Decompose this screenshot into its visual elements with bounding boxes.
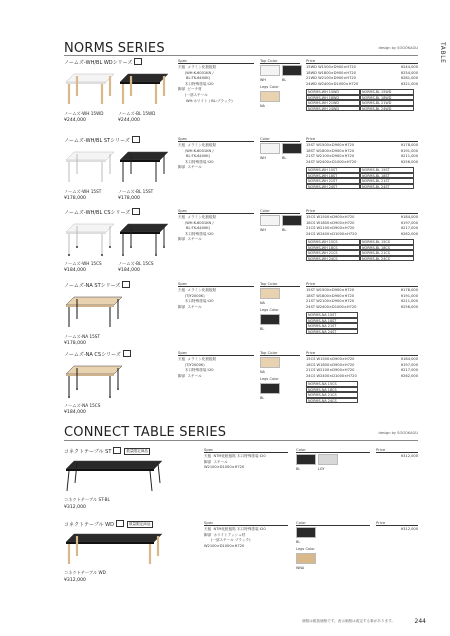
product-icon — [132, 208, 140, 215]
price-code: 24ST — [306, 159, 316, 164]
block-title-text: ノームズ-WH/BL CSシリーズ — [64, 210, 131, 216]
block-title — [64, 208, 140, 216]
price-value: ¥217,000 — [400, 368, 418, 373]
table-edge — [66, 160, 106, 162]
product-price: ¥312,000 — [64, 578, 86, 583]
price-dimensions: W1500×D900×H720 — [316, 357, 355, 361]
price-code: 21CS — [306, 368, 316, 373]
swatch-label: BL — [296, 467, 301, 471]
table-edge — [66, 542, 154, 544]
model-code-table — [306, 239, 418, 265]
page-number: 244 — [414, 618, 426, 625]
price-code: 15WD — [306, 65, 317, 69]
price-code: 24ST — [306, 304, 316, 309]
table-edge — [120, 160, 160, 162]
table-top — [66, 366, 122, 374]
price-value: ¥256,000 — [400, 159, 418, 164]
price-dimensions: W1800×D900×H720 — [318, 70, 356, 75]
color-header: Top Color — [260, 281, 300, 287]
norms-block — [64, 136, 418, 206]
table-edge — [120, 82, 160, 84]
price-code: 15CS — [306, 215, 316, 219]
price-code: 15ST — [306, 288, 316, 292]
legs-swatch-label: NA — [260, 104, 265, 108]
price-dimensions: W2400×D1000×H720 — [316, 159, 357, 164]
swatch-label: BL — [282, 228, 287, 232]
price-code: 18CS — [306, 362, 316, 367]
model-code-cell: NORMS-BL 18ST — [360, 173, 414, 179]
price-header: Price — [376, 520, 418, 526]
price-value: ¥191,000 — [400, 293, 418, 298]
price-value: ¥281,000 — [400, 76, 418, 81]
side-tab — [436, 42, 446, 82]
model-code-cell: NORMS-WH 24CS — [306, 256, 360, 262]
norms-block — [64, 58, 418, 128]
price-dimensions: W1500×D900×H720 — [316, 215, 355, 219]
price-dimensions: W2400×D1000×H720 — [316, 231, 357, 236]
color-header: Color — [260, 208, 300, 214]
price-value: ¥262,000 — [400, 373, 418, 378]
norms-series-title: NORMS SERIES — [64, 41, 165, 56]
price-header: Price — [376, 447, 418, 453]
product-illustration — [64, 66, 174, 116]
model-code-table — [306, 167, 418, 193]
norms-block — [64, 208, 418, 278]
price-dimensions: W2100×D900×H720 — [316, 299, 355, 304]
price-dimensions: W1500×D900×H720 — [316, 143, 355, 147]
swatch-label: WH — [260, 78, 266, 82]
spec-text: 天板 メラミン化粧板貼 (TJY2000K) 木口特殊塗装 t20 脚部 スチール — [178, 288, 217, 309]
model-code-cell: NORMS-BL 15ST — [360, 167, 414, 173]
price-dimensions: W2100×D900×H720 — [316, 154, 355, 159]
table-leg — [67, 471, 69, 491]
legs-color-header: Legs Color — [296, 547, 315, 551]
block-title-text: ノームズ-WH/BL WDシリーズ — [64, 60, 133, 66]
product-icon — [116, 520, 124, 527]
price-code: 18ST — [306, 148, 316, 153]
caster-wheel — [68, 254, 70, 256]
price-header: Price — [306, 136, 418, 142]
caster-wheel — [109, 246, 111, 248]
legs-color-header: Legs Color — [260, 85, 279, 89]
price-size — [306, 232, 357, 238]
color-swatch — [318, 454, 338, 465]
swatch-label: BL — [282, 78, 287, 82]
model-code-cell: NORMS-WH 15ST — [306, 167, 360, 173]
spec-header: Spec — [178, 350, 254, 356]
block-title — [64, 281, 130, 289]
spec-text: 天板 メラミン化粧板貼 (WH:K-6001KN / BL:TK-6400K) 木口特殊塗装 t20 脚部 スチール — [178, 215, 217, 242]
swatch-label: NA — [260, 301, 265, 305]
model-code-cell: NORMS-BL 24CS — [360, 256, 414, 262]
spec-text: 天板 メラミン化粧板貼 (WH:K-6001KN / BL:TK-6400K) 木口特殊塗装 t20 脚部 ビーチ材 (一部スチール WH:ホワイト / BL:ブラック) — [178, 65, 233, 103]
product-icon — [134, 58, 142, 65]
swatch-label: LGY — [318, 467, 325, 471]
product-name: ノームズ-NA 15CS — [64, 403, 101, 408]
price-dimensions: W1500×D900×H720 — [316, 288, 355, 292]
model-code-cell: NORMS-NA 21ST — [306, 323, 358, 329]
model-code-cell: NORMS-BL 21CS — [360, 250, 414, 256]
price-row — [306, 160, 418, 166]
model-code-cell: NORMS-NA 24ST — [306, 329, 358, 335]
model-code-cell: NORMS-NA 15ST — [306, 312, 358, 318]
model-code-cell: NORMS-WH 21ST — [306, 178, 360, 184]
block-title — [64, 520, 153, 528]
product-illustration — [64, 289, 174, 339]
price-value: ¥312,000 — [400, 454, 418, 458]
legs-color-header: Legs Color — [260, 377, 279, 381]
table-top — [66, 297, 122, 305]
price-header: Price — [306, 58, 418, 64]
color-header: Color — [260, 136, 300, 142]
price-size — [306, 82, 358, 88]
block-title — [64, 58, 142, 66]
price-code: 21WD — [306, 76, 317, 81]
price-list — [306, 288, 418, 310]
legs-color-swatch — [260, 383, 280, 394]
table-top — [120, 224, 168, 232]
product-illustration — [64, 144, 174, 194]
caster-wheel — [122, 254, 124, 256]
connect-design-by: design by SOGOKAGU — [378, 431, 418, 435]
product-price: ¥244,000 — [118, 118, 140, 123]
color-header: Color — [296, 520, 370, 526]
legs-color-swatch — [296, 553, 316, 564]
price-dimensions: W1800×D900×H720 — [316, 362, 355, 367]
price-dimensions: W2400×D1000×H720 — [316, 373, 357, 378]
legs-color-header: Legs Color — [260, 308, 279, 312]
price-value: ¥321,000 — [400, 81, 418, 86]
spec-header: Spec — [178, 281, 254, 287]
model-code-cell: NORMS-BL 15CS — [360, 239, 414, 245]
price-dimensions: W2400×D1000×H720 — [318, 81, 359, 86]
color-swatch — [260, 288, 280, 299]
price-value: ¥178,000 — [400, 288, 418, 292]
block-title-text: コネクトテーブル ST — [64, 449, 112, 455]
swatch-label: BL — [296, 540, 301, 544]
price-value: ¥211,000 — [400, 154, 418, 159]
model-code-cell: NORMS-NA 18ST — [306, 318, 358, 324]
table-edge — [66, 305, 114, 307]
product-price: ¥178,000 — [64, 341, 86, 346]
spec-text: 天板 メラミン化粧板貼 (TJY2000K) 木口特殊塗装 t20 脚部 スチール — [178, 357, 217, 378]
price-code: 21CS — [306, 226, 316, 231]
price-dimensions: W1500×D900×H720 — [318, 65, 356, 69]
price-value: ¥244,000 — [400, 65, 418, 69]
product-price: ¥184,000 — [64, 268, 86, 273]
footer-note: 価格は税抜価格です。表示価格は改定する事があります。 — [302, 619, 395, 623]
price-size — [306, 160, 356, 166]
product-price: ¥312,000 — [64, 505, 86, 510]
price-list — [306, 65, 418, 87]
table-top — [66, 534, 162, 542]
model-code-cell: NORMS-BL 24ST — [360, 184, 414, 190]
color-swatch — [282, 143, 302, 154]
legs-swatch-label: WNA — [296, 566, 305, 570]
norms-block — [64, 281, 418, 351]
price-value: ¥262,000 — [400, 231, 418, 236]
product-name: ノームズ-BL 15ST — [118, 189, 154, 194]
side-tab-label: TABLE — [439, 42, 446, 64]
block-title — [64, 350, 131, 358]
block-title-text: ノームズ-NA CSシリーズ — [64, 352, 121, 358]
caster-wheel — [155, 254, 157, 256]
product-name: ノームズ-WH 15CS — [64, 261, 102, 266]
price-dimensions: W1800×D900×H720 — [316, 148, 355, 153]
price-row — [306, 305, 418, 311]
color-swatch — [296, 527, 316, 538]
color-swatch — [296, 454, 316, 465]
product-illustration — [64, 528, 194, 573]
price-code: 15ST — [306, 143, 316, 147]
table-edge — [66, 469, 154, 471]
product-icon — [123, 350, 131, 357]
product-name: ノームズ-NA 15ST — [64, 334, 101, 339]
connect-divider — [64, 440, 418, 441]
price-value: ¥191,000 — [400, 148, 418, 153]
price-code: 18ST — [306, 293, 316, 298]
caster-wheel — [130, 246, 132, 248]
model-code-cell: NORMS-BL 15WD — [360, 89, 414, 95]
model-code-cell: NORMS-WH 24ST — [306, 184, 360, 190]
swatch-label: WH — [260, 156, 266, 160]
legs-swatch-label: BL — [260, 396, 265, 400]
product-price: ¥184,000 — [118, 268, 140, 273]
price-value: ¥256,000 — [400, 304, 418, 309]
price-value: ¥184,000 — [400, 215, 418, 219]
model-code-cell: NORMS-WH 18ST — [306, 173, 360, 179]
caster-wheel — [76, 388, 78, 390]
caster-wheel — [68, 396, 70, 398]
model-code-cell: NORMS-NA 21CS — [306, 392, 358, 398]
price-value: ¥184,000 — [400, 357, 418, 361]
price-value: ¥178,000 — [400, 143, 418, 147]
spec-header: Spec — [204, 520, 288, 526]
product-name: ノームズ-BL 15CS — [118, 261, 154, 266]
connect-block — [64, 520, 418, 590]
caster-wheel — [76, 246, 78, 248]
spec-header: Spec — [204, 447, 288, 453]
product-icon — [122, 281, 130, 288]
swatch-label: WH — [260, 228, 266, 232]
product-price: ¥178,000 — [64, 196, 86, 201]
model-code-cell: NORMS-WH 15CS — [306, 239, 360, 245]
product-icon — [132, 136, 140, 143]
product-name: ノームズ-BL 15WD — [118, 111, 156, 116]
price-code: 21ST — [306, 154, 316, 159]
price-dimensions: W2100×D900×H720 — [318, 76, 356, 81]
price-list — [306, 215, 418, 237]
model-code-cell: NORMS-NA 18CS — [306, 387, 358, 393]
product-illustration — [64, 358, 174, 408]
swatch-label: NA — [260, 370, 265, 374]
table-leg — [158, 463, 160, 483]
product-price: ¥184,000 — [64, 410, 86, 415]
spec-text: 天板 NTM化粧板貼 木口特殊塗装 t20 脚部 スチール W2100×D1000×H720 — [204, 454, 266, 470]
price-dimensions: W2100×D900×H720 — [316, 368, 355, 373]
block-title-text: ノームズ-WH/BL STシリーズ — [64, 138, 130, 144]
table-top — [66, 74, 114, 82]
norms-design-by: design by SOGOKAGU — [378, 46, 418, 50]
model-code-table — [306, 381, 418, 407]
model-code-cell: NORMS-WH 21CS — [306, 250, 360, 256]
price-row — [306, 232, 418, 238]
product-name: コネクトテーブル WD — [64, 570, 106, 575]
price-list — [306, 357, 418, 379]
caster-wheel — [109, 396, 111, 398]
price-row — [306, 374, 418, 380]
product-price: ¥244,000 — [64, 118, 86, 123]
price-header: Price — [306, 350, 418, 356]
color-swatch — [282, 215, 302, 226]
color-header: Top Color — [260, 350, 300, 356]
model-code-cell: NORMS-BL 21ST — [360, 178, 414, 184]
product-icon — [113, 447, 121, 454]
price-value: ¥211,000 — [400, 299, 418, 304]
price-dimensions: W2100×D900×H720 — [316, 226, 355, 231]
connect-series-title: CONNECT TABLE SERIES — [64, 425, 227, 440]
color-swatch — [260, 143, 280, 154]
model-code-cell: NORMS-BL 18CS — [360, 245, 414, 251]
block-title-text: コネクトテーブル WD — [64, 522, 114, 528]
table-top — [66, 461, 162, 469]
product-illustration — [64, 216, 174, 266]
spec-text: 天板 メラミン化粧板貼 (WH:K-6001KN / BL:TK-6400K) 木口特殊塗装 t20 脚部 スチール — [178, 143, 217, 170]
model-code-cell: NORMS-WH 15WD — [306, 89, 360, 95]
caster-wheel — [117, 388, 119, 390]
product-name: ノームズ-WH 15ST — [64, 189, 102, 194]
model-code-cell: NORMS-WH 18CS — [306, 245, 360, 251]
block-title — [64, 447, 150, 455]
table-edge — [66, 232, 106, 234]
table-top — [66, 152, 114, 160]
limited-badge: 数量限定商品 — [126, 449, 148, 453]
model-code-cell: NORMS-WH 18WD — [306, 95, 360, 101]
price-code: 24WD — [306, 81, 317, 86]
model-code-table — [306, 89, 418, 115]
norms-divider — [64, 55, 418, 56]
block-title — [64, 136, 140, 144]
price-code: 21ST — [306, 299, 316, 304]
product-name: ノームズ-WH 15WD — [64, 111, 104, 116]
price-size — [306, 374, 357, 380]
swatch-label: BL — [282, 156, 287, 160]
price-dimensions: W2400×D1000×H720 — [316, 304, 357, 309]
price-size — [306, 305, 356, 311]
price-code: 18WD — [306, 70, 317, 75]
price-header: Price — [306, 208, 418, 214]
color-swatch — [260, 65, 280, 76]
model-code-cell: NORMS-WH 24WD — [306, 106, 360, 112]
legs-swatch-label: BL — [260, 327, 265, 331]
model-code-cell: NORMS-BL 21WD — [360, 100, 414, 106]
price-value: ¥217,000 — [400, 226, 418, 231]
price-code: 24CS — [306, 373, 316, 378]
product-price: ¥178,000 — [118, 196, 140, 201]
spec-header: Spec — [178, 208, 254, 214]
legs-color-swatch — [260, 91, 280, 102]
price-header: Price — [306, 281, 418, 287]
price-value: ¥197,000 — [400, 362, 418, 367]
caster-wheel — [101, 254, 103, 256]
spec-header: Spec — [178, 136, 254, 142]
color-swatch — [260, 357, 280, 368]
table-top — [66, 224, 114, 232]
table-edge — [66, 374, 114, 376]
model-code-cell: NORMS-BL 24WD — [360, 106, 414, 112]
price-list — [306, 143, 418, 165]
model-code-table — [306, 312, 418, 338]
connect-block — [64, 447, 418, 517]
table-top — [120, 74, 168, 82]
price-dimensions: W1800×D900×H720 — [316, 220, 355, 225]
price-value: ¥197,000 — [400, 220, 418, 225]
table-top — [120, 152, 168, 160]
model-code-cell: NORMS-WH 21WD — [306, 100, 360, 106]
color-header: Top Color — [260, 58, 300, 64]
price-code: 24CS — [306, 231, 316, 236]
price-code: 15CS — [306, 357, 316, 361]
block-title-text: ノームズ-NA STシリーズ — [64, 283, 121, 289]
legs-color-swatch — [260, 314, 280, 325]
model-code-cell: NORMS-NA 15CS — [306, 381, 358, 387]
color-header: Color — [296, 447, 370, 453]
price-value: ¥312,000 — [400, 527, 418, 531]
color-swatch — [282, 65, 302, 76]
product-illustration — [64, 455, 194, 500]
table-edge — [66, 82, 106, 84]
spec-header: Spec — [178, 58, 254, 64]
limited-badge: 数量限定商品 — [128, 522, 151, 526]
model-code-cell: NORMS-BL 18WD — [360, 95, 414, 101]
norms-block — [64, 350, 418, 420]
price-row — [306, 82, 418, 88]
product-name: コネクトテーブル ST-BL — [64, 497, 110, 502]
spec-text: 天板 NTM化粧板貼 木口特殊塗装 t20 脚部 ホワイトアッシュ材 (一部スチール ブラック) W2100×D1000×H720 — [204, 527, 266, 548]
table-leg — [150, 471, 152, 491]
color-swatch — [260, 215, 280, 226]
price-dimensions: W1800×D900×H720 — [316, 293, 355, 298]
caster-wheel — [163, 246, 165, 248]
price-code: 18CS — [306, 220, 316, 225]
table-edge — [120, 232, 160, 234]
model-code-cell: NORMS-NA 24CS — [306, 398, 358, 404]
price-value: ¥254,000 — [400, 70, 418, 75]
